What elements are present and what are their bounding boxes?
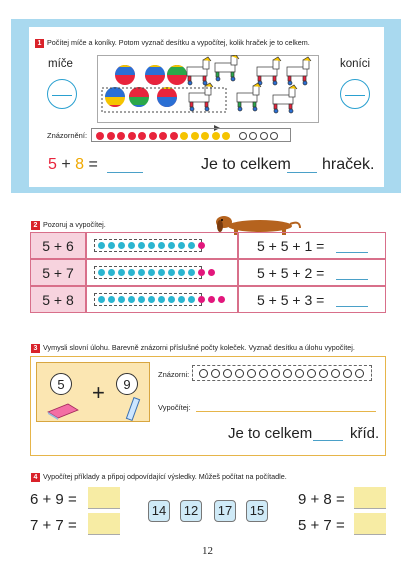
- page-number: 12: [202, 545, 213, 557]
- pink-dot: [208, 296, 215, 303]
- cyan-dot: [148, 242, 155, 249]
- empty-circle[interactable]: [235, 369, 244, 378]
- task2-decomposition: 5 + 5 + 1 =: [238, 232, 386, 259]
- task4-left-answer-1[interactable]: [88, 487, 120, 509]
- empty-circle[interactable]: [331, 369, 340, 378]
- chalk-plus: +: [92, 380, 105, 405]
- task4-instruction-text: Vypočítej příklady a připoj odpovídající výsledky. Můžeš počítat na počítadle.: [43, 472, 287, 481]
- cyan-dot: [148, 269, 155, 276]
- horses-label: koníci: [340, 58, 371, 70]
- cyan-dot: [148, 296, 155, 303]
- task4-right-eq-1: 9 + 8 =: [298, 491, 345, 508]
- yellow-dot: [191, 132, 199, 140]
- pink-dot: [198, 296, 205, 303]
- cyan-dot: [138, 296, 145, 303]
- toys-illustration: [97, 55, 319, 123]
- equation-plus: +: [61, 156, 71, 173]
- task4-right-answer-2[interactable]: [354, 513, 386, 535]
- task2-expression: 5 + 6: [30, 232, 86, 259]
- empty-circle[interactable]: [239, 132, 247, 140]
- ball-icon: [167, 65, 187, 85]
- red-dot: [138, 132, 146, 140]
- pink-dot: [218, 296, 225, 303]
- cyan-dot: [138, 242, 145, 249]
- equation-a: 5: [48, 156, 57, 173]
- chalk-circle-a: [50, 373, 72, 395]
- task3-repr-circles[interactable]: [192, 365, 372, 381]
- task2-instruction-text: Pozoruj a vypočítej.: [43, 220, 106, 229]
- task2-number: 2: [31, 221, 40, 230]
- repr-label: Znázornění:: [47, 131, 88, 140]
- result-15[interactable]: 15: [246, 500, 268, 522]
- circle-b-value: 9: [123, 377, 131, 392]
- ball-icon: [129, 87, 149, 107]
- ball-icon: [115, 65, 135, 85]
- empty-circle[interactable]: [355, 369, 364, 378]
- task2-instruction: [31, 220, 106, 230]
- cyan-dot: [158, 269, 165, 276]
- cyan-dot: [178, 269, 185, 276]
- cyan-dot: [138, 269, 145, 276]
- empty-circle[interactable]: [211, 369, 220, 378]
- balls-label: míče: [48, 58, 73, 70]
- cyan-dot: [108, 242, 115, 249]
- task1-sentence-start: Je to celkem: [201, 156, 291, 173]
- cyan-dot: [178, 296, 185, 303]
- task1-equation: [48, 156, 98, 174]
- cyan-dot: [108, 269, 115, 276]
- task4-left-eq-2: 7 + 7 =: [30, 517, 77, 534]
- horse-icon: [287, 57, 311, 85]
- task2-answer-line[interactable]: [336, 279, 368, 280]
- empty-circle[interactable]: [259, 369, 268, 378]
- task3-instruction-text: Vymysli slovní úlohu. Barevně znázorni příslušné počty koleček. Vyznač desítku a úlohu vypočítej.: [43, 343, 355, 352]
- cyan-dot: [178, 242, 185, 249]
- empty-circle[interactable]: [307, 369, 316, 378]
- yellow-dot: [180, 132, 188, 140]
- empty-circle[interactable]: [270, 132, 278, 140]
- task3-number: 3: [31, 344, 40, 353]
- task2-decomposition: 5 + 5 + 3 =: [238, 286, 386, 313]
- ball-icon: [145, 65, 165, 85]
- cyan-dot: [98, 242, 105, 249]
- cyan-dot: [158, 296, 165, 303]
- empty-circle[interactable]: [319, 369, 328, 378]
- empty-circle[interactable]: [199, 369, 208, 378]
- task3-calc-line[interactable]: [196, 411, 376, 412]
- result-14[interactable]: 14: [148, 500, 170, 522]
- task3-sentence-blank[interactable]: [313, 440, 343, 441]
- cyan-dot: [158, 242, 165, 249]
- red-dot: [149, 132, 157, 140]
- pink-dot: [208, 269, 215, 276]
- task1-sentence-end: hraček.: [322, 156, 375, 173]
- red-dot: [96, 132, 104, 140]
- equation-b: 8: [75, 156, 85, 173]
- yellow-dot: [201, 132, 209, 140]
- empty-circle[interactable]: [283, 369, 292, 378]
- cyan-dot: [128, 269, 135, 276]
- cyan-dot: [168, 269, 175, 276]
- task1-sentence-blank[interactable]: [287, 172, 317, 173]
- cyan-dot: [188, 296, 195, 303]
- balls-answer-circle[interactable]: [47, 79, 77, 109]
- cyan-dot: [98, 269, 105, 276]
- task4-right-eq-2: 5 + 7 =: [298, 517, 345, 534]
- cyan-dot: [188, 242, 195, 249]
- horse-icon: [189, 83, 213, 111]
- task4-left-eq-1: 6 + 9 =: [30, 491, 77, 508]
- cyan-dot: [128, 242, 135, 249]
- cyan-dot: [118, 269, 125, 276]
- task2-answer-line[interactable]: [336, 252, 368, 253]
- result-12[interactable]: 12: [180, 500, 202, 522]
- red-dot: [128, 132, 136, 140]
- empty-circle[interactable]: [271, 369, 280, 378]
- horses-answer-circle[interactable]: [340, 79, 370, 109]
- task2-answer-line[interactable]: [336, 306, 368, 307]
- circle-a-value: 5: [57, 377, 65, 392]
- cyan-dot: [118, 296, 125, 303]
- task3-repr-label: Znázorni:: [158, 370, 190, 379]
- task1-instruction: [35, 38, 310, 48]
- red-dot: [107, 132, 115, 140]
- task2-expression: 5 + 7: [30, 259, 86, 286]
- empty-circle[interactable]: [343, 369, 352, 378]
- empty-circle[interactable]: [249, 132, 257, 140]
- task2-decomposition: 5 + 5 + 2 =: [238, 259, 386, 286]
- task1-number: 1: [35, 39, 44, 48]
- cyan-dot: [168, 242, 175, 249]
- pink-dot: [198, 269, 205, 276]
- task4-right-answer-1[interactable]: [354, 487, 386, 509]
- pink-dot: [198, 242, 205, 249]
- cyan-dot: [118, 242, 125, 249]
- cyan-dot: [98, 296, 105, 303]
- task3-instruction: [31, 343, 355, 353]
- task1-instruction-text: Počítej míče a koníky. Potom vyznač desítku a vypočítej, kolik hraček je to celkem.: [47, 38, 310, 47]
- red-dot: [170, 132, 178, 140]
- horse-icon: [187, 57, 211, 85]
- eraser-icon: [44, 400, 84, 420]
- cyan-dot: [188, 269, 195, 276]
- cyan-dot: [108, 296, 115, 303]
- task3-sentence-start: Je to celkem: [228, 425, 313, 442]
- horse-icon: [257, 57, 281, 85]
- task2-expression: 5 + 8: [30, 286, 86, 313]
- ball-icon: [105, 87, 125, 107]
- chalk-circle-b: [116, 373, 138, 395]
- red-dot: [117, 132, 125, 140]
- task3-calc-label: Vypočítej:: [158, 403, 191, 412]
- empty-circle[interactable]: [260, 132, 268, 140]
- red-dot: [159, 132, 167, 140]
- task4-instruction: [31, 472, 287, 482]
- yellow-dot: [212, 132, 220, 140]
- horse-icon: [273, 85, 297, 113]
- ball-icon: [157, 87, 177, 107]
- task1-answer-line[interactable]: [107, 172, 143, 173]
- task3-sentence-end: kříd.: [350, 425, 380, 442]
- repr-dots[interactable]: [91, 128, 291, 142]
- empty-circle[interactable]: [247, 369, 256, 378]
- cyan-dot: [168, 296, 175, 303]
- chalk-icon: [120, 396, 150, 426]
- horse-icon: [237, 83, 261, 111]
- empty-circle[interactable]: [223, 369, 232, 378]
- task4-number: 4: [31, 473, 40, 482]
- task4-left-answer-2[interactable]: [88, 513, 120, 535]
- yellow-dot: [222, 132, 230, 140]
- cyan-dot: [128, 296, 135, 303]
- result-17[interactable]: 17: [214, 500, 236, 522]
- equation-eq: =: [88, 156, 98, 173]
- empty-circle[interactable]: [295, 369, 304, 378]
- horse-icon: [215, 55, 239, 81]
